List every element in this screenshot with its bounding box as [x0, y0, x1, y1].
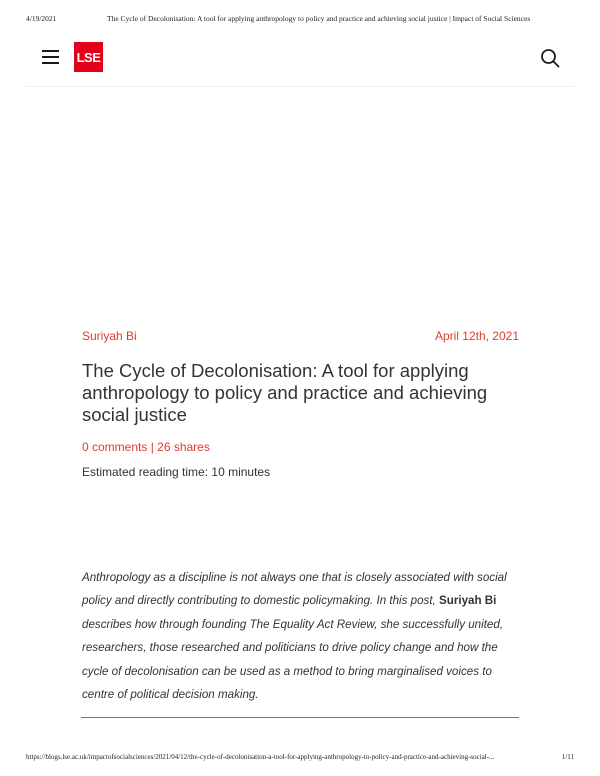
print-page-title: The Cycle of Decolonisation: A tool for applying anthropology to policy and practice and achieving social justice | Impact of Social Sciences: [107, 14, 531, 23]
intro-line: centre of political decision making.: [82, 688, 259, 702]
hamburger-menu-icon[interactable]: [42, 50, 59, 64]
intro-line: cycle of decolonisation can be used as a method to bring marginalised voices to: [82, 664, 492, 678]
shares-count[interactable]: 26 shares: [157, 440, 210, 454]
article-title: The Cycle of Decolonisation: A tool for applying anthropology to policy and practice and achieving social justice: [82, 360, 488, 425]
comments-link[interactable]: 0 comments: [82, 440, 148, 454]
stats-separator: |: [147, 440, 158, 454]
article-stats: [82, 440, 210, 454]
intro-line: researchers, those researched and politicians to drive policy change and how the: [82, 641, 498, 655]
print-url: https://blogs.lse.ac.uk/impactofsocialsciences/2021/04/12/the-cycle-of-decolonisation-a-tool-for-applying-anthropology-to-policy-and-practice-and-achieving-social-...: [26, 753, 495, 761]
intro-line: describes how through founding The Equality Act Review, she successfully united,: [82, 617, 504, 631]
print-date: 4/19/2021: [26, 14, 57, 23]
site-header: [26, 38, 574, 87]
lse-logo[interactable]: LSE: [74, 42, 103, 72]
page-number: 1/11: [561, 753, 574, 761]
print-footer: [26, 753, 574, 765]
print-header: [26, 14, 574, 26]
article-meta: [82, 329, 519, 345]
publish-date: April 12th, 2021: [434, 329, 519, 343]
reading-time: Estimated reading time: 10 minutes: [82, 465, 271, 479]
search-icon[interactable]: [540, 48, 560, 68]
intro-author: Suriyah Bi: [439, 594, 497, 608]
article-intro: [82, 566, 522, 706]
intro-text: policy and directly contributing to domestic policymaking. In this post,: [82, 594, 440, 608]
intro-divider: [81, 717, 519, 718]
intro-line: [82, 589, 522, 612]
author-link[interactable]: Suriyah Bi: [82, 329, 137, 343]
intro-line: Anthropology as a discipline is not always one that is closely associated with social: [82, 571, 507, 584]
